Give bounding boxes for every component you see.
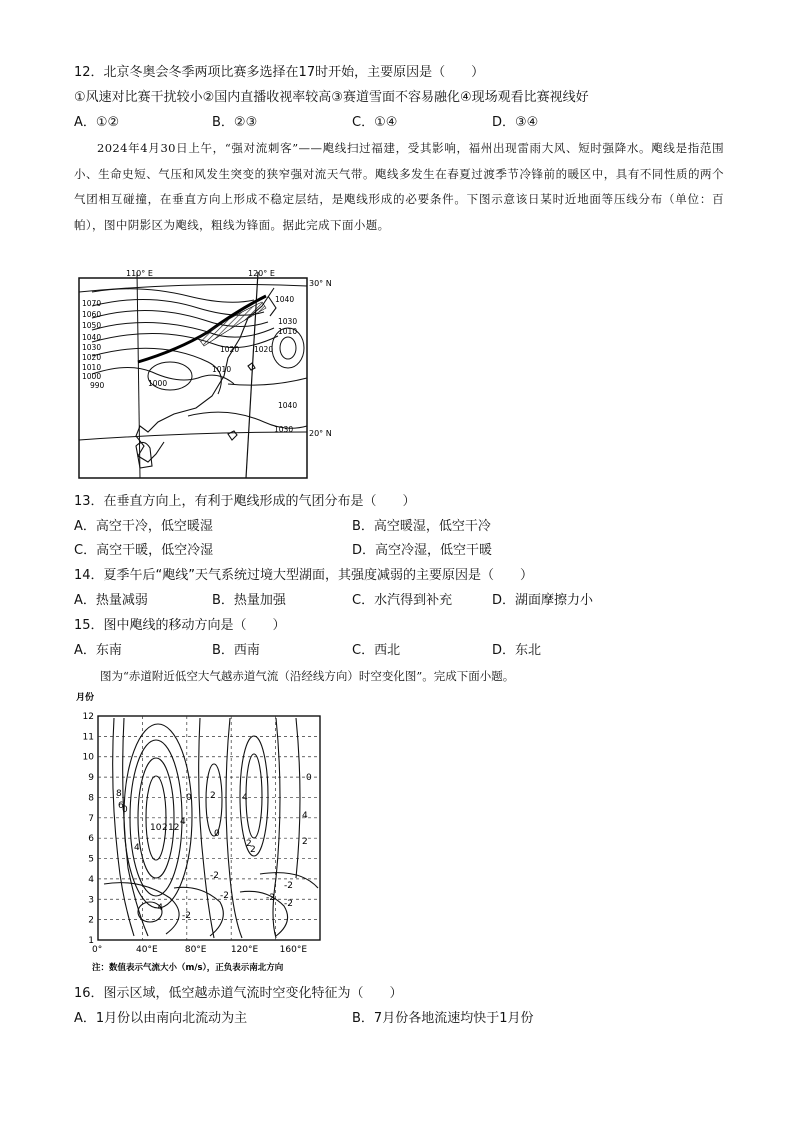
q14-option-d: D．湖面摩擦力小 (492, 593, 594, 608)
isobar-map (78, 266, 358, 482)
q13-option-d: D．高空冷湿，低空干暖 (352, 543, 493, 558)
chart-y-ticks (83, 712, 95, 946)
isobar-label: 1020 (220, 345, 240, 354)
lat-label-20n: 20° N (309, 429, 332, 438)
contour-label: 2 (210, 791, 216, 801)
y-tick-label: 11 (82, 732, 94, 743)
isobar-label: 1030 (278, 317, 298, 326)
contour-label: 0 (306, 773, 312, 783)
isobar-label: 1030 (274, 425, 294, 434)
x-tick-label: 80°E (184, 945, 207, 955)
contour-label: 10 (150, 823, 162, 833)
y-tick-label: 4 (88, 874, 94, 885)
y-tick-label: 3 (88, 895, 94, 906)
x-tick-label: 40°E (136, 945, 158, 955)
q16-stem: 16．图示区域，低空越赤道气流时空变化特征为（ ） (74, 986, 403, 1001)
passage-cross-equatorial: 图为“赤道附近低空大气越赤道气流（沿经线方向）时空变化图”。完成下面小题。 (100, 669, 515, 683)
contour-label: 8 (116, 789, 122, 799)
isobar-label: 1020 (82, 353, 102, 362)
isobar-label: 1010 (212, 365, 232, 374)
contour-label: -2 (284, 881, 293, 891)
contour-label: -4 (154, 903, 163, 913)
contour-label: 0 (122, 805, 128, 815)
isobar-label: 1030 (82, 343, 102, 352)
y-tick-label: 10 (82, 752, 94, 763)
q16-option-b: B．7月份各地流速均快于1月份 (352, 1011, 534, 1026)
contour-label: 2 (246, 839, 252, 849)
q13-stem: 13．在垂直方向上，有利于飑线形成的气团分布是（ ） (74, 494, 416, 509)
q14-stem: 14．夏季午后“飑线”天气系统过境大型湖面，其强度减弱的主要原因是（ ） (74, 568, 534, 583)
isobar-label: 1040 (275, 295, 295, 304)
contour-label: 4 (302, 811, 308, 821)
q13-option-b: B．高空暖湿，低空干冷 (352, 519, 491, 534)
q13-option-a: A．高空干冷，低空暖湿 (74, 519, 213, 534)
chart-ylabel: 月份 (76, 693, 95, 703)
contour-label: -2 (284, 899, 293, 909)
isobar-label: 990 (90, 381, 105, 390)
contour-label: 4 (242, 793, 248, 803)
y-tick-label: 7 (88, 813, 94, 824)
contour-label: 6 (118, 801, 124, 811)
q12-option-b: B．②③ (212, 115, 258, 130)
chart-note: 注：数值表示气流大小（m/s），正负表示南北方向 (92, 963, 284, 973)
q14-option-b: B．热量加强 (212, 593, 286, 608)
q14-option-a: A．热量减弱 (74, 593, 148, 608)
q12-stem: 12．北京冬奥会冬季两项比赛多选择在17时开始，主要原因是（ ） (74, 65, 485, 80)
contour-label: -2 (220, 891, 229, 901)
q15-stem: 15．图中飑线的移动方向是（ ） (74, 618, 286, 633)
passage-squall-line-text: 2024年4月30日上午，“强对流刺客”——飑线扫过福建，受其影响，福州出现雷雨大风、短时强降水。飑线是指范围小、生命史短、气压和风发生突变的狭窄强对流天气带。飑线多发生在春夏过渡季节冷锋前的暖区中，具有不同性质的两个气团相互碰撞，在垂直方向上形成不稳定层结，是飑线形成的必要条件。下图示意该日某时近地面等压线分布（单位：百帕），图中阴影区为飑线，粗线为锋面。据此完成下面小题。 (74, 141, 724, 232)
x-tick-label: 0° (92, 945, 103, 955)
contour-label: 0 (186, 793, 192, 803)
cross-equatorial-flow-chart (70, 688, 340, 978)
q12-option-c: C．①④ (352, 115, 398, 130)
contour-label: 12 (168, 823, 180, 833)
q14-option-c: C．水汽得到补充 (352, 593, 453, 608)
y-tick-label: 6 (88, 834, 94, 845)
contour-label: 0 (214, 829, 220, 839)
contour-label: -2 (266, 893, 275, 903)
y-tick-label: 5 (88, 854, 94, 865)
isobar-label: 1000 (148, 379, 168, 388)
q16-option-a: A．1月份以由南向北流动为主 (74, 1011, 248, 1026)
isobar-label: 1050 (82, 321, 102, 330)
isobar-label: 1010 (278, 327, 298, 336)
contour-label: -2 (210, 871, 219, 881)
lon-label-110e: 110° E (126, 269, 153, 278)
isobar-label: 1020 (254, 345, 274, 354)
isobar-label: 1010 (82, 363, 102, 372)
contour-label: 2 (162, 823, 168, 833)
contour-label: 4 (180, 817, 186, 827)
isobar-label: 1070 (82, 299, 102, 308)
map-frame (79, 278, 307, 478)
contour-label: 2 (250, 845, 256, 855)
contour-label: 2 (302, 837, 308, 847)
x-tick-label: 120°E (230, 945, 259, 955)
chart-x-ticks (92, 945, 307, 955)
q15-option-a: A．东南 (74, 643, 122, 658)
q15-option-b: B．西南 (212, 643, 260, 658)
isobar-label: 1060 (82, 310, 102, 319)
q15-option-d: D．东北 (492, 643, 542, 658)
q12-statements: ①风速对比赛干扰较小②国内直播收视率较高③赛道雪面不容易融化④现场观看比赛视线好 (74, 90, 589, 105)
q15-option-c: C．西北 (352, 643, 401, 658)
q12-option-d: D．③④ (492, 115, 539, 130)
isobar-label: 1000 (82, 372, 102, 381)
lon-label-120e: 120° E (248, 269, 275, 278)
y-tick-label: 12 (82, 712, 94, 722)
contour-label: -2 (182, 911, 191, 921)
y-tick-label: 8 (88, 793, 94, 804)
passage-squall-line (74, 136, 724, 238)
contour-label: 4 (134, 843, 140, 853)
isobar-label: 1040 (82, 333, 102, 342)
y-tick-label: 2 (88, 915, 94, 926)
y-tick-label: 9 (88, 773, 94, 784)
x-tick-label: 160°E (279, 945, 308, 955)
q12-option-a: A．①② (74, 115, 120, 130)
lat-label-30n: 30° N (309, 279, 332, 288)
isobar-label: 1040 (278, 401, 298, 410)
y-tick-label: 1 (88, 936, 94, 946)
q13-option-c: C．高空干暖，低空冷湿 (74, 543, 214, 558)
